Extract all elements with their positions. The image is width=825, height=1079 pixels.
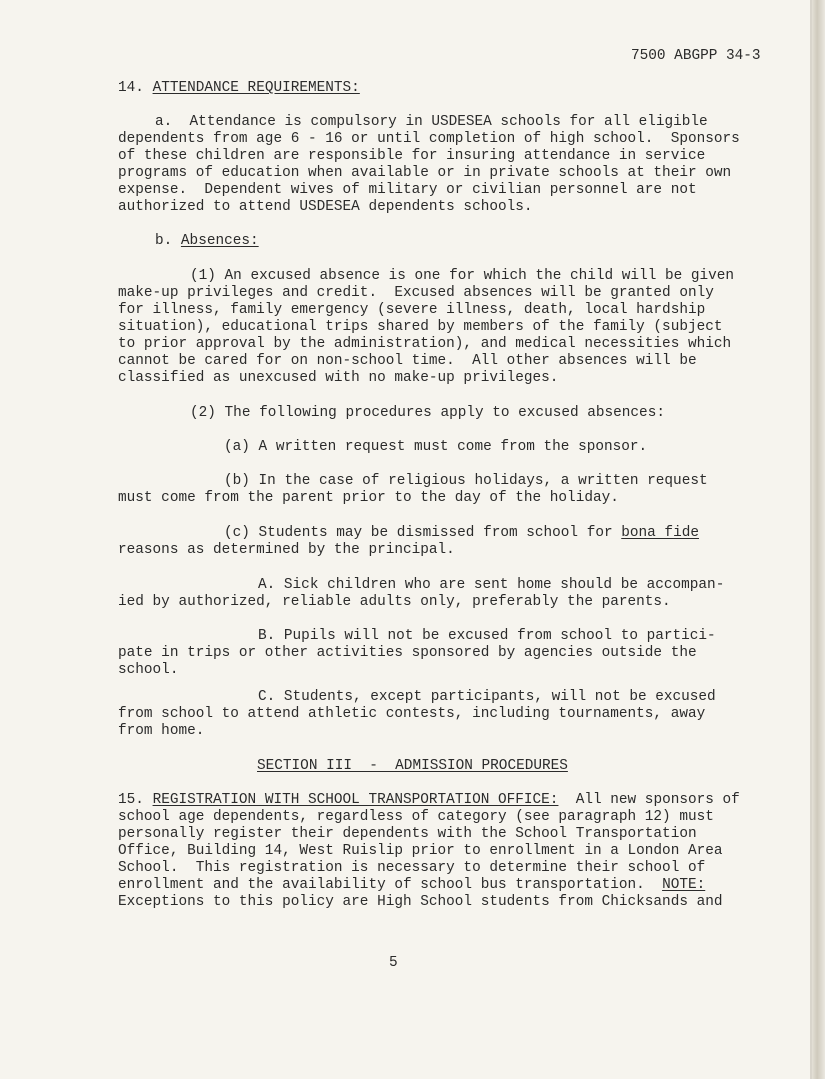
para-1-line: cannot be cared for on non-school time. All other absences will be <box>118 353 697 369</box>
section-15-line: school age dependents, regardless of category (see paragraph 12) must <box>118 809 714 825</box>
section-15-text: enrollment and the availability of school bus transportation. <box>118 877 663 893</box>
para-2b-line: must come from the parent prior to the day of the holiday. <box>118 490 619 506</box>
para-1-line: classified as unexcused with no make-up privileges. <box>118 370 559 386</box>
para-2b-line: (b) In the case of religious holidays, a written request <box>224 473 708 489</box>
para-B-line: B. Pupils will not be excused from school to partici- <box>258 628 716 644</box>
para-C-line: from home. <box>118 723 205 739</box>
para-a-line: expense. Dependent wives of military or civilian personnel are not <box>118 182 697 198</box>
section-15-line <box>118 792 740 809</box>
para-A-line: A. Sick children who are sent home should be accompan- <box>258 577 725 593</box>
section-3-title <box>257 758 568 775</box>
section-15-line: School. This registration is necessary to determine their school of <box>118 860 706 876</box>
para-2-line: (2) The following procedures apply to excused absences: <box>190 405 665 421</box>
page-number: 5 <box>389 955 398 971</box>
section-15-line: personally register their dependents with the School Transportation <box>118 826 697 842</box>
para-B-line: school. <box>118 662 179 678</box>
section-14-title: ATTENDANCE REQUIREMENTS: <box>152 80 360 96</box>
section-14-heading <box>118 80 360 97</box>
para-1-line: (1) An excused absence is one for which the child will be given <box>190 268 735 284</box>
section-15-title: REGISTRATION WITH SCHOOL TRANSPORTATION OFFICE: <box>152 792 559 808</box>
para-1-line: situation), educational trips shared by members of the family (subject <box>118 319 723 335</box>
section-15-line <box>118 877 705 894</box>
para-1-line: for illness, family emergency (severe illness, death, local hardship <box>118 302 706 318</box>
section-15-line: Exceptions to this policy are High School students from Chicksands and <box>118 894 723 910</box>
para-b-heading <box>155 233 259 250</box>
section-3-title-text: SECTION III - ADMISSION PROCEDURES <box>257 758 568 774</box>
para-2c-line <box>224 525 699 542</box>
bona-fide: bona fide <box>621 525 699 541</box>
para-a-line: programs of education when available or in private schools at their own <box>118 165 732 181</box>
para-C-line: from school to attend athletic contests, including tournaments, away <box>118 706 706 722</box>
para-1-line: to prior approval by the administration), and medical necessities which <box>118 336 732 352</box>
section-15-number: 15. <box>118 792 144 808</box>
para-a-line: of these children are responsible for insuring attendance in service <box>118 148 706 164</box>
note-label: NOTE: <box>662 877 706 893</box>
para-1-line: make-up privileges and credit. Excused absences will be granted only <box>118 285 714 301</box>
para-a-line: dependents from age 6 - 16 or until completion of high school. Sponsors <box>118 131 740 147</box>
absences-title: Absences: <box>180 233 259 249</box>
para-2c-line: reasons as determined by the principal. <box>118 542 455 558</box>
para-a-line: a. Attendance is compulsory in USDESEA schools for all eligible <box>155 114 708 130</box>
document-id: 7500 ABGPP 34-3 <box>631 48 761 64</box>
para-b-label: b. <box>155 233 173 249</box>
para-B-line: pate in trips or other activities sponsored by agencies outside the <box>118 645 697 661</box>
page-edge-shadow <box>812 0 825 1079</box>
para-2c-text: (c) Students may be dismissed from school for <box>224 525 622 541</box>
para-A-line: ied by authorized, reliable adults only, preferably the parents. <box>118 594 671 610</box>
para-2a-line: (a) A written request must come from the sponsor. <box>224 439 648 455</box>
para-C-line: C. Students, except participants, will not be excused <box>258 689 716 705</box>
para-a-line: authorized to attend USDESEA dependents schools. <box>118 199 533 215</box>
section-15-line: Office, Building 14, West Ruislip prior to enrollment in a London Area <box>118 843 723 859</box>
section-14-number: 14. <box>118 80 144 96</box>
section-15-text: All new sponsors of <box>558 792 740 808</box>
